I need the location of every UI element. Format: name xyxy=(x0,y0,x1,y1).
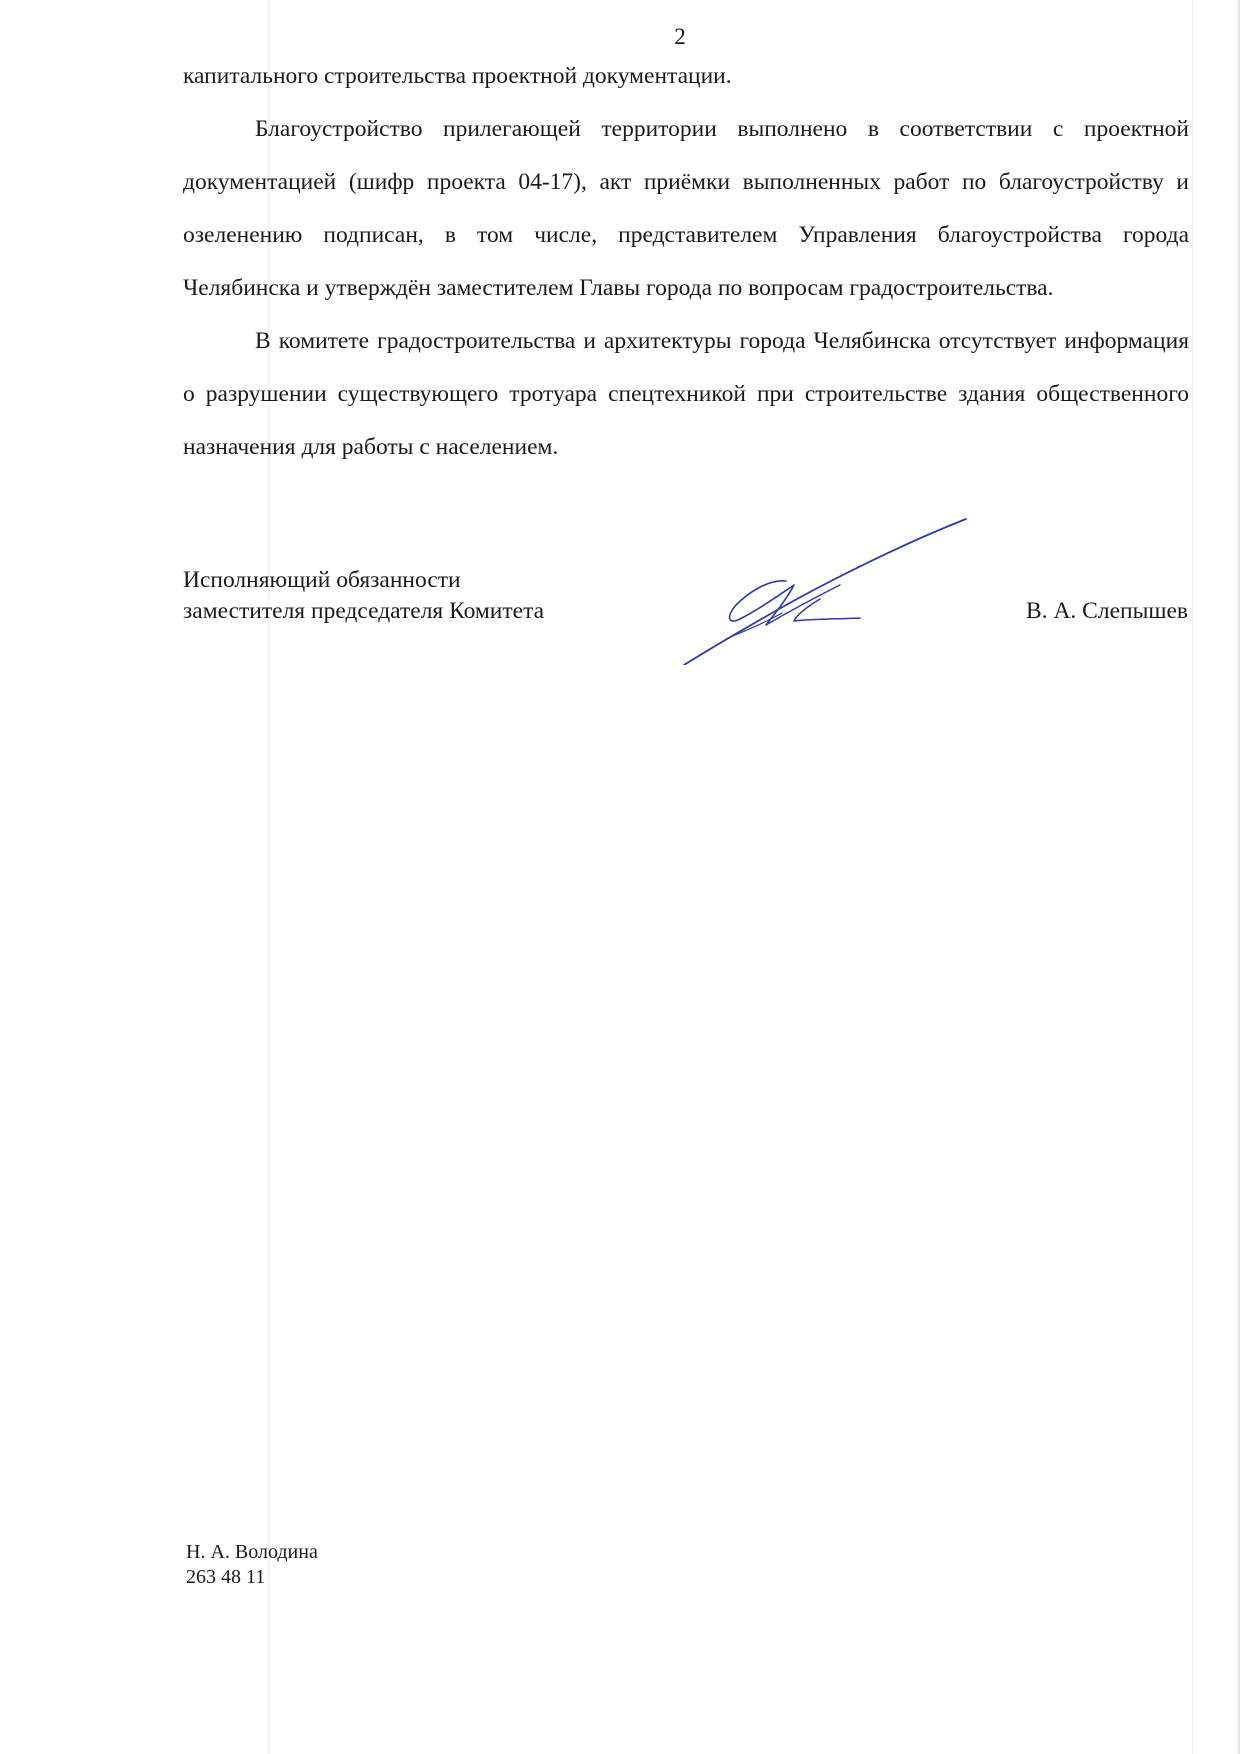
signatory-position-line2: заместителя председателя Комитета xyxy=(183,598,545,624)
signatory-position xyxy=(183,565,544,627)
paragraph-sidewalk: В комитете градостроительства и архитектуры города Челябинска отсутствует информация о разрушении существующего тротуара спецтехникой при строительстве здания общественного назначения для работы с населением. xyxy=(183,328,1189,460)
letter-body xyxy=(183,50,1189,474)
scan-artifact-edge xyxy=(1236,0,1240,1754)
paragraph-landscaping: Благоустройство прилегающей территории выполнено в соответствии с проектной документацией (шифр проекта 04-17), акт приёмки выполненных работ по благоустройству и озеленению подписан, в том числе, представителем Управления благоустройства города Челябинска и утверждён заместителем Главы города по вопросам градостроительства. xyxy=(183,116,1189,301)
handwritten-signature-icon xyxy=(670,505,970,665)
page-number: 2 xyxy=(674,24,686,49)
executor-phone: 263 48 11 xyxy=(186,1566,266,1588)
signatory-position-line1: Исполняющий обязанности xyxy=(183,567,461,593)
signatory-name: В. А. Слепышев xyxy=(1026,598,1188,624)
paragraph-continuation: капитального строительства проектной документации. xyxy=(183,63,732,89)
executor-info xyxy=(186,1540,318,1590)
executor-name: Н. А. Володина xyxy=(186,1541,318,1563)
scan-artifact-line xyxy=(1192,0,1193,1754)
